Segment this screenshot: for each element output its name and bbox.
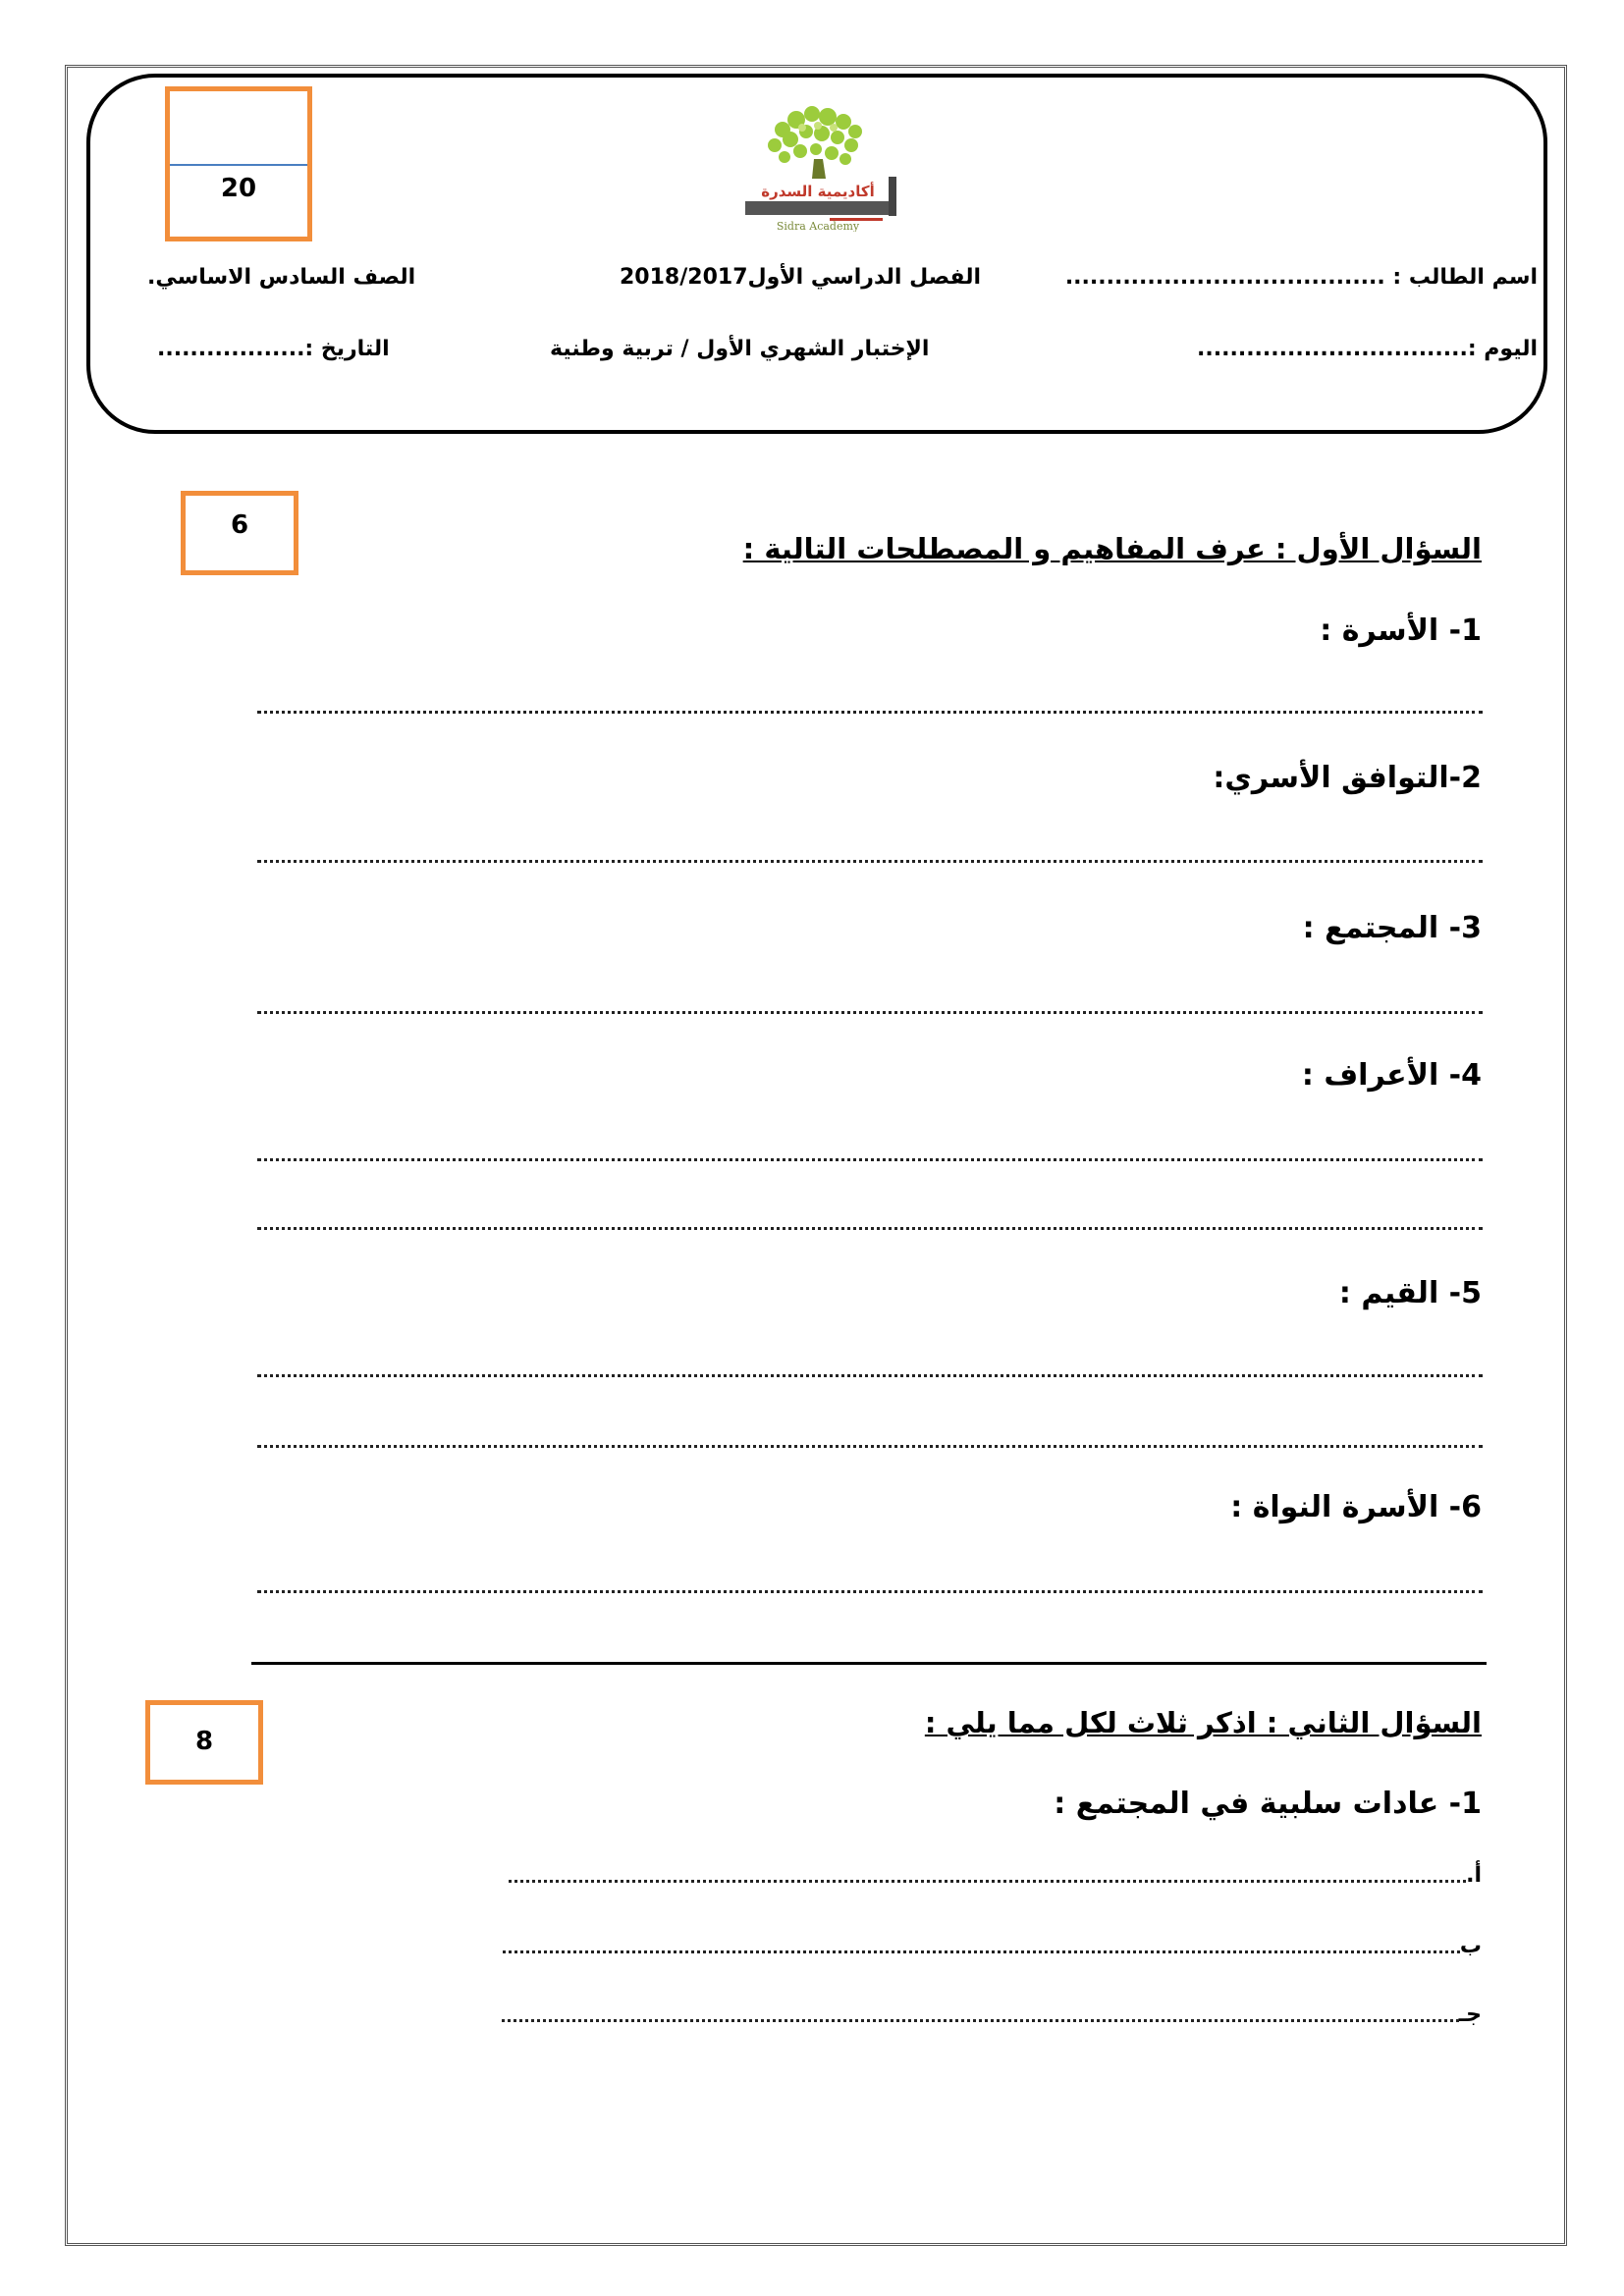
logo-english-name: Sidra Academy [776,220,860,232]
q1-item-society: 3- المجتمع : [1302,911,1482,945]
answer-line[interactable] [509,1880,1466,1883]
q2-answer-b[interactable] [503,1934,1482,1958]
answer-line[interactable] [502,2019,1459,2022]
q1-item-customs: 4- الأعراف : [1301,1058,1482,1093]
q2-answer-a[interactable] [509,1863,1482,1888]
q1-score: 6 [230,510,249,540]
q2-item-negative-habits: 1- عادات سلبية في المجتمع : [1054,1787,1482,1821]
answer-line[interactable] [257,1011,1483,1014]
logo-subtitle-ar: أكاديمية السدرة [761,183,875,200]
question-1-title: السؤال الأول : عرف المفاهيم و المصطلحات التالية : [742,532,1482,565]
q1-item-family: 1- الأسرة : [1320,614,1482,648]
exam-title: الإختبار الشهري الأول / تربية وطنية [550,337,930,361]
q2-score: 8 [194,1727,214,1756]
answer-line[interactable] [257,1445,1483,1448]
student-name-field[interactable]: اسم الطالب : ....................................... [1064,265,1538,290]
q1-item-nuclear-family: 6- الأسرة النواة : [1230,1490,1482,1524]
total-score: 20 [220,174,257,203]
answer-letter: ب [1459,1934,1482,1958]
day-field[interactable]: اليوم :................................. [1197,337,1538,361]
section-divider [251,1662,1487,1665]
semester-label: الفصل الدراسي الأول2018/2017 [620,265,982,290]
q1-item-values: 5- القيم : [1338,1276,1482,1310]
q2-score-box [145,1700,263,1785]
q2-answer-c[interactable] [502,2002,1482,2027]
answer-line[interactable] [257,1158,1483,1161]
answer-letter: جـ [1458,2002,1482,2027]
answer-line[interactable] [257,860,1483,863]
q1-score-box [181,491,298,575]
grade-label: الصف السادس الاساسي. [147,265,416,290]
answer-line[interactable] [503,1950,1460,1953]
total-score-box [165,86,312,241]
sidra-academy-logo [731,102,906,232]
answer-line[interactable] [257,711,1483,714]
answer-line[interactable] [257,1227,1483,1230]
answer-line[interactable] [257,1374,1483,1377]
date-field[interactable]: التاريخ :.................. [157,337,390,361]
q1-item-family-harmony: 2-التوافق الأسري: [1213,761,1482,795]
score-divider [170,164,307,166]
question-2-title: السؤال الثاني : اذكر ثلاث لكل مما يلي : [924,1706,1482,1739]
answer-letter: أ. [1466,1863,1482,1888]
answer-line[interactable] [257,1590,1483,1593]
